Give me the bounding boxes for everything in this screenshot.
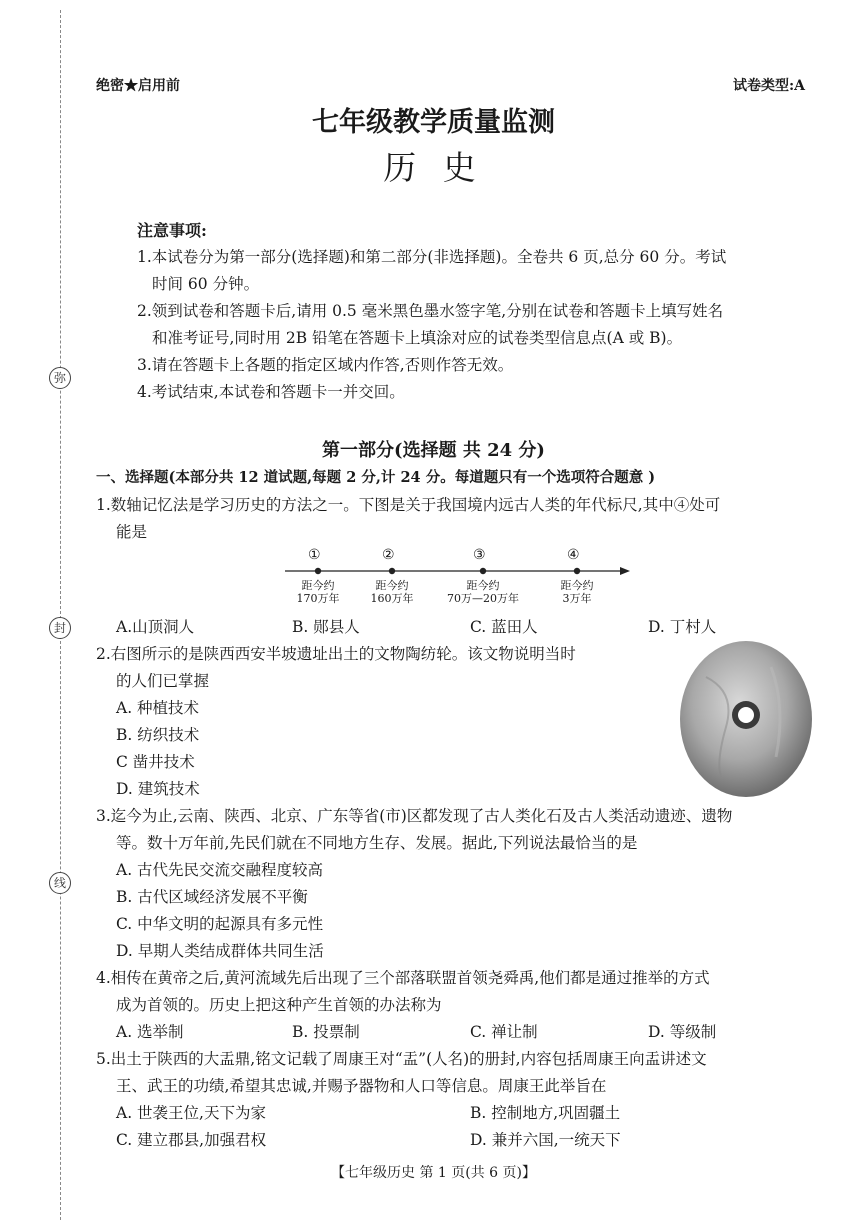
q1-stem: 1.数轴记忆法是学习历史的方法之一。下图是关于我国境内远古人类的年代标尺,其中④处可 — [96, 496, 721, 514]
q4-option-c: C. 禅让制 — [470, 1023, 538, 1041]
q4-option-a: A. 选举制 — [116, 1023, 184, 1041]
q2-option-b: B. 纺织技术 — [116, 726, 200, 744]
seal-mark-xian: 线 — [49, 872, 71, 894]
q2-option-c: C 凿井技术 — [116, 753, 195, 771]
paper-type-label: 试卷类型:A — [733, 78, 806, 94]
timeline-label-3: 距今约 70万—20万年 — [447, 579, 519, 605]
seal-mark-feng: 封 — [49, 617, 71, 639]
q5-stem: 5.出土于陕西的大盂鼎,铭文记载了周康王对“盂”(人名)的册封,内容包括周康王向盂讲述文 — [96, 1050, 707, 1068]
q1-option-b: B. 郧县人 — [292, 618, 360, 636]
timeline-mark-4: ④ — [567, 547, 580, 563]
q3-option-c: C. 中华文明的起源具有多元性 — [116, 915, 324, 933]
note-line: 和准考证号,同时用 2B 铅笔在答题卡上填涂对应的试卷类型信息点(A 或 B)。 — [152, 329, 683, 347]
section-instruction: 一、选择题(本部分共 12 道试题,每题 2 分,计 24 分。每道题只有一个选项符合题意 ) — [96, 469, 656, 486]
q1-stem: 能是 — [116, 523, 148, 541]
note-line: 时间 60 分钟。 — [152, 275, 260, 293]
note-line: 1.本试卷分为第一部分(选择题)和第二部分(非选择题)。全卷共 6 页,总分 60 分。考试 — [137, 248, 727, 266]
note-line: 2.领到试卷和答题卡后,请用 0.5 毫米黑色墨水签字笔,分别在试卷和答题卡上填写姓名 — [137, 302, 724, 320]
q2-option-d: D. 建筑技术 — [116, 780, 200, 798]
timeline-label-1: 距今约 170万年 — [296, 579, 340, 605]
q5-option-c: C. 建立郡县,加强君权 — [116, 1131, 267, 1149]
seal-mark-mi: 弥 — [49, 367, 71, 389]
q2-option-a: A. 种植技术 — [116, 699, 200, 717]
q4-stem: 成为首领的。历史上把这种产生首领的办法称为 — [116, 996, 442, 1014]
q4-option-b: B. 投票制 — [292, 1023, 360, 1041]
notes-heading: 注意事项: — [137, 221, 207, 240]
timeline-mark-3: ③ — [473, 547, 486, 563]
binding-dashed-line — [60, 10, 61, 1220]
timeline-label-2: 距今约 160万年 — [370, 579, 414, 605]
q3-option-b: B. 古代区域经济发展不平衡 — [116, 888, 308, 906]
spindle-whorl-photo — [676, 637, 816, 807]
note-line: 3.请在答题卡上各题的指定区域内作答,否则作答无效。 — [137, 356, 514, 374]
timeline-label-4: 距今约 3万年 — [560, 579, 594, 605]
q3-stem: 3.迄今为止,云南、陕西、北京、广东等省(市)区都发现了古人类化石及古人类活动遗迹、遗物 — [96, 807, 733, 825]
q3-option-a: A. 古代先民交流交融程度较高 — [116, 861, 324, 879]
q3-stem: 等。数十万年前,先民们就在不同地方生存、发展。据此,下列说法最恰当的是 — [116, 834, 638, 852]
q1-option-d: D. 丁村人 — [648, 618, 717, 636]
timeline-figure — [285, 543, 630, 613]
q1-option-a: A.山顶洞人 — [116, 618, 195, 636]
q4-stem: 4.相传在黄帝之后,黄河流域先后出现了三个部落联盟首领尧舜禹,他们都是通过推举的方式 — [96, 969, 710, 987]
q2-stem: 的人们已掌握 — [116, 672, 210, 690]
subject-title: 历 史 — [383, 148, 484, 187]
q3-option-d: D. 早期人类结成群体共同生活 — [116, 942, 324, 960]
exam-title: 七年级教学质量监测 — [312, 107, 555, 138]
q2-stem: 2.右图所示的是陕西西安半坡遗址出土的文物陶纺轮。该文物说明当时 — [96, 645, 576, 663]
q5-stem: 王、武王的功绩,希望其忠诚,并赐予器物和人口等信息。周康王此举旨在 — [116, 1077, 607, 1095]
secret-label: 绝密★启用前 — [96, 78, 180, 94]
timeline-mark-1: ① — [308, 547, 321, 563]
q5-option-b: B. 控制地方,巩固疆土 — [470, 1104, 621, 1122]
page-footer: 【七年级历史 第 1 页(共 6 页)】 — [331, 1165, 536, 1181]
q5-option-a: A. 世袭王位,天下为家 — [116, 1104, 266, 1122]
part1-heading: 第一部分(选择题 共 24 分) — [322, 440, 545, 461]
q1-option-c: C. 蓝田人 — [470, 618, 538, 636]
q5-option-d: D. 兼并六国,一统天下 — [470, 1131, 621, 1149]
note-line: 4.考试结束,本试卷和答题卡一并交回。 — [137, 383, 405, 401]
q4-option-d: D. 等级制 — [648, 1023, 717, 1041]
timeline-mark-2: ② — [382, 547, 395, 563]
